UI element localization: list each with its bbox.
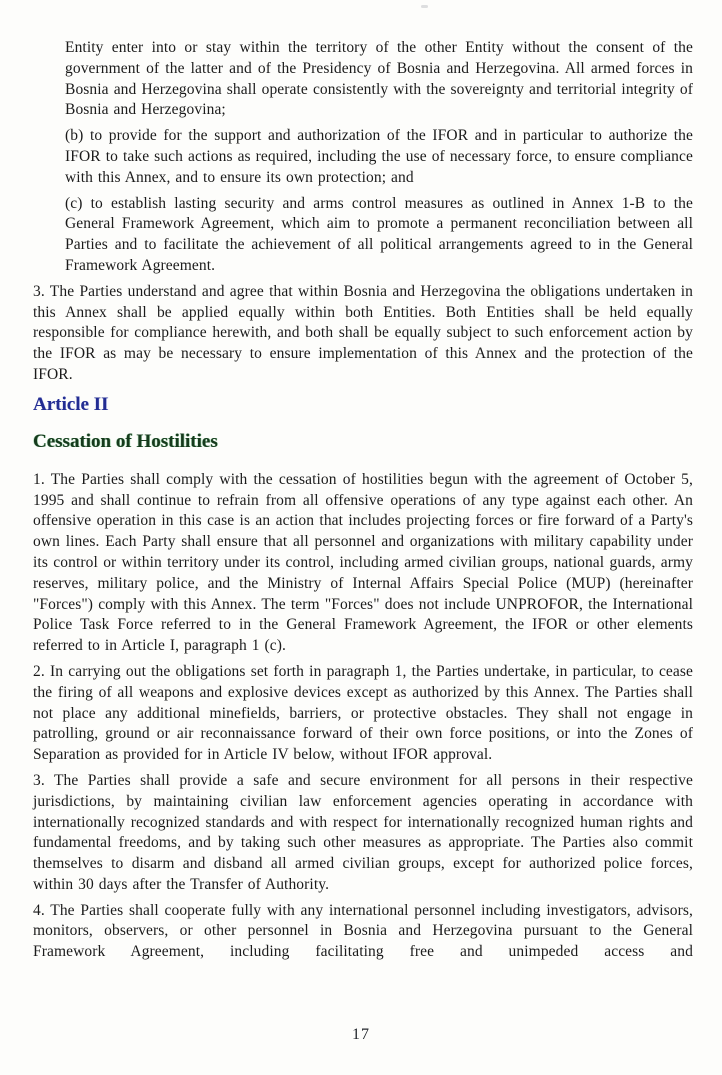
section-heading: Cessation of Hostilities [33,430,218,452]
scan-artifact [421,5,428,8]
list-item-b: (b) to provide for the support and authorization of the IFOR and in particular to authorize the IFOR to take such actions as required, including the use of necessary force, to ensure compliance with this Annex, and to ensure its own protection; and [65,127,693,186]
article-heading: Article II [33,393,109,415]
page-content [33,38,693,968]
continuation-paragraph: Entity enter into or stay within the territory of the other Entity without the consent of the government of the latter and of the Presidency of Bosnia and Herzegovina. All armed forces in Bosnia and Herzegovina shall operate consistently with the sovereignty and territorial integrity of Bosnia and Herzegovina; [65,39,693,119]
article-ii-paragraph-4: 4. The Parties shall cooperate fully with any international personnel including investigators, advisors, monitors, observers, or other personnel in Bosnia and Herzegovina pursuant to the General Framework Agreement, including facilitating free and unimpeded access and [33,901,693,961]
article-ii-paragraph-1: 1. The Parties shall comply with the cessation of hostilities begun with the agreement of October 5, 1995 and shall continue to refrain from all offensive operations of any type against each other. An offensive operation in this case is an action that includes projecting forces or fire forward of a Party's own lines. Each Party shall ensure that all personnel and organizations with military capability under its control or within territory under its control, including armed civilian groups, national guards, army reserves, military police, and the Ministry of Internal Affairs Special Police (MUP) (hereinafter "Forces") comply with this Annex. The term "Forces" does not include UNPROFOR, the International Police Task Force referred to in the General Framework Agreement, the IFOR or other elements referred to in Article I, paragraph 1 (c). [33,470,693,655]
article-ii-paragraph-3: 3. The Parties shall provide a safe and secure environment for all persons in their respective jurisdictions, by maintaining civilian law enforcement agencies operating in accordance with internationally recognized standards and with respect for internationally recognized human rights and fundamental freedoms, and by taking such other measures as appropriate. The Parties also commit themselves to disarm and disband all armed civilian groups, except for authorized police forces, within 30 days after the Transfer of Authority. [33,771,693,893]
article-i-paragraph-3: 3. The Parties understand and agree that within Bosnia and Herzegovina the obligations undertaken in this Annex shall be applied equally within both Entities. Both Entities shall be held equally responsible for compliance herewith, and both shall be equally subject to such enforcement action by the IFOR as may be necessary to ensure implementation of this Annex and the protection of the IFOR. [33,282,693,383]
article-ii-paragraph-2: 2. In carrying out the obligations set forth in paragraph 1, the Parties undertake, in particular, to cease the firing of all weapons and explosive devices except as authorized by this Annex. The Parties shall not place any additional minefields, barriers, or protective obstacles. They shall not engage in patrolling, ground or air reconnaissance forward of their own force positions, or into the Zones of Separation as provided for in Article IV below, without IFOR approval. [33,662,693,764]
list-item-c: (c) to establish lasting security and arms control measures as outlined in Annex 1-B to the General Framework Agreement, which aim to promote a permanent reconciliation between all Parties and to facilitate the achievement of all political arrangements agreed to in the General Framework Agreement. [65,194,693,274]
page-number: 17 [352,1026,370,1043]
